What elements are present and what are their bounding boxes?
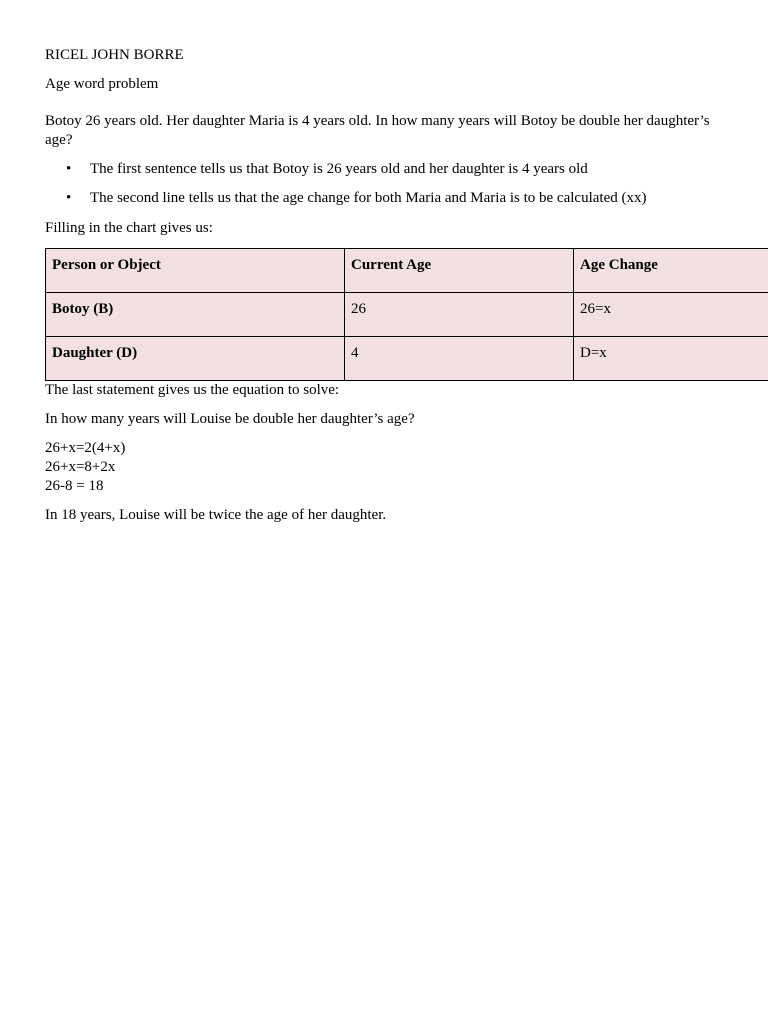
table-header-cell: Current Age xyxy=(345,249,574,293)
explanation-list xyxy=(45,160,768,208)
chart-intro: Filling in the chart gives us: xyxy=(45,220,213,236)
table-cell: 4 xyxy=(345,337,574,381)
list-item-text: The first sentence tells us that Botoy is 26 years old and her daughter is 4 years old xyxy=(90,161,588,177)
equation-line: 26+x=2(4+x) xyxy=(45,440,126,456)
table-header-cell: Person or Object xyxy=(46,249,345,293)
document-subtitle: Age word problem xyxy=(45,76,159,92)
equation-line: 26+x=8+2x xyxy=(45,459,116,475)
list-item-text: The second line tells us that the age change for both Maria and Maria is to be calculated (xx) xyxy=(90,190,647,206)
bullet-icon: • xyxy=(66,190,72,206)
author-name: RICEL JOHN BORRE xyxy=(45,47,184,63)
table-cell: 26 xyxy=(345,293,574,337)
question-text: In how many years will Louise be double her daughter’s age? xyxy=(45,411,415,427)
table-row xyxy=(46,293,768,337)
table-row xyxy=(46,337,768,381)
table-cell: Botoy (B) xyxy=(46,293,345,337)
table-cell: Daughter (D) xyxy=(46,337,345,381)
table-cell: D=x xyxy=(574,337,768,381)
list-item xyxy=(45,160,768,179)
equation-line: 26-8 = 18 xyxy=(45,478,104,494)
equation-intro: The last statement gives us the equation to solve: xyxy=(45,382,340,398)
table-header-cell: Age Change xyxy=(574,249,768,293)
bullet-icon: • xyxy=(66,161,72,177)
conclusion-text: In 18 years, Louise will be twice the age of her daughter. xyxy=(45,507,387,523)
document-page xyxy=(45,46,768,525)
list-item xyxy=(45,189,768,208)
table-cell: 26=x xyxy=(574,293,768,337)
equation-block xyxy=(45,439,768,496)
age-table xyxy=(45,248,768,381)
table-header-row xyxy=(46,249,768,293)
problem-statement: Botoy 26 years old. Her daughter Maria is 4 years old. In how many years will Botoy be double her daughter’s age? xyxy=(45,113,710,148)
